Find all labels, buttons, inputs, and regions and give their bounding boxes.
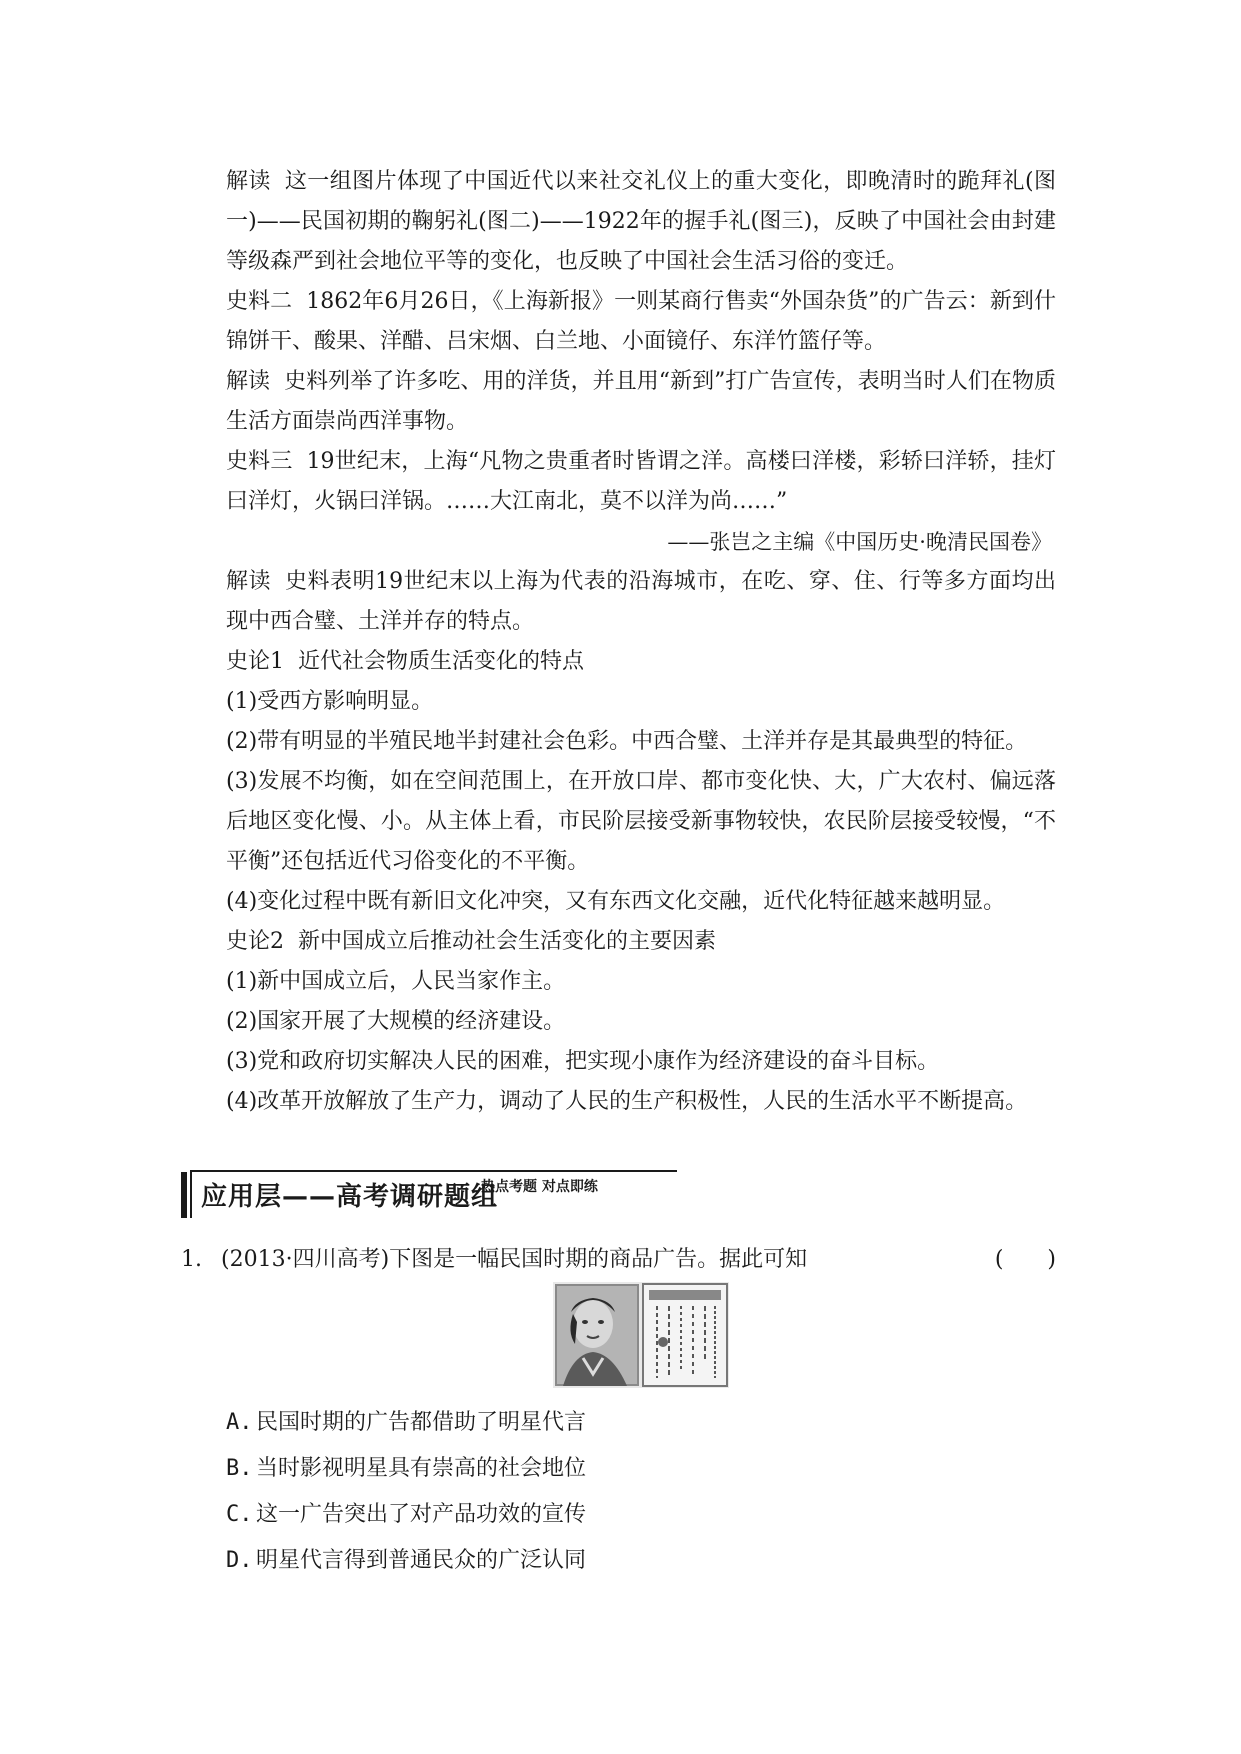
thesis-label: 史论1 — [226, 649, 284, 674]
thesis-2-heading — [226, 922, 1056, 962]
paragraph-label: 解读 — [226, 369, 271, 394]
paragraph-label: 史料二 — [226, 289, 293, 314]
option-text: 当时影视明星具有崇高的社会地位 — [256, 1456, 587, 1481]
option-key: D. — [226, 1548, 253, 1573]
option-d[interactable] — [226, 1538, 926, 1584]
answer-blank: ( ) — [994, 1247, 1056, 1272]
thesis-2-item: (3)党和政府切实解决人民的困难，把实现小康作为经济建设的奋斗目标。 — [226, 1049, 940, 1074]
thesis-1-item: (1)受西方影响明显。 — [226, 689, 434, 714]
question-text: (2013·四川高考)下图是一幅民国时期的商品广告。据此可知 — [221, 1247, 808, 1272]
citation: ——张岂之主编《中国历史·晚清民国卷》 — [667, 530, 1052, 554]
main-text — [226, 162, 1056, 1122]
option-text: 这一广告突出了对产品功效的宣传 — [256, 1502, 587, 1527]
option-b[interactable] — [226, 1446, 926, 1492]
paragraph-label: 史料三 — [226, 449, 293, 474]
thesis-2-item: (1)新中国成立后，人民当家作主。 — [226, 969, 566, 994]
answer-options — [226, 1400, 926, 1584]
thesis-2-item: (4)改革开放解放了生产力，调动了人民的生产积极性，人民的生活水平不断提高。 — [226, 1089, 1028, 1114]
section-marker-thin — [190, 1172, 192, 1218]
question-1 — [181, 1240, 1056, 1280]
thesis-1-heading — [226, 642, 1056, 682]
question-stem — [181, 1240, 1056, 1280]
thesis-1-item: (3)发展不均衡，如在空间范围上，在开放口岸、都市变化快、大，广大农村、偏远落后地区变化慢、小。从主体上看，市民阶层接受新事物较快，农民阶层接受较慢，“不平衡”还包括近代习俗变化的不平衡。 — [226, 769, 1056, 874]
option-text: 明星代言得到普通民众的广泛认同 — [256, 1548, 587, 1573]
section-title: 应用层——高考调研题组 — [201, 1182, 499, 1212]
paragraph-interpretation-3 — [226, 562, 1056, 642]
paragraph-label: 解读 — [226, 169, 271, 194]
section-subtitle: 热点考题 对点即练 — [481, 1179, 598, 1195]
paragraph-text: 史料列举了许多吃、用的洋货，并且用“新到”打广告宣传，表明当时人们在物质生活方面崇尚西洋事物。 — [226, 369, 1056, 434]
section-marker — [181, 1172, 187, 1218]
paragraph-source-3 — [226, 442, 1056, 522]
paragraph-text: 1862年6月26日，《上海新报》一则某商行售卖“外国杂货”的广告云：新到什锦饼干、酸果、洋醋、吕宋烟、白兰地、小面镜仔、东洋竹篮仔等。 — [226, 289, 1056, 354]
question-number: 1. — [181, 1247, 202, 1272]
option-text: 民国时期的广告都借助了明星代言 — [256, 1410, 587, 1435]
option-key: B. — [226, 1456, 253, 1481]
paragraph-text: 这一组图片体现了中国近代以来社交礼仪上的重大变化，即晚清时的跪拜礼(图一)——民国初期的鞠躬礼(图二)——1922年的握手礼(图三)，反映了中国社会由封建等级森严到社会地位平等的变化，也反映了中国社会生活习俗的变迁。 — [226, 169, 1056, 274]
option-key: A. — [226, 1410, 253, 1435]
paragraph-interpretation-1 — [226, 162, 1056, 282]
paragraph-label: 解读 — [226, 569, 272, 594]
option-a[interactable] — [226, 1400, 926, 1446]
section-header — [181, 1170, 677, 1220]
advertisement-image — [553, 1282, 729, 1388]
thesis-2-item: (2)国家开展了大规模的经济建设。 — [226, 1009, 566, 1034]
thesis-text: 近代社会物质生活变化的特点 — [298, 649, 585, 674]
paragraph-text: 史料表明19世纪末以上海为代表的沿海城市，在吃、穿、住、行等多方面均出现中西合璧、土洋并存的特点。 — [226, 569, 1056, 634]
thesis-text: 新中国成立后推动社会生活变化的主要因素 — [298, 929, 717, 954]
thesis-1-item: (4)变化过程中既有新旧文化冲突，又有东西文化交融，近代化特征越来越明显。 — [226, 889, 1006, 914]
paragraph-text: 19世纪末，上海“凡物之贵重者时皆谓之洋。高楼曰洋楼，彩轿曰洋轿，挂灯曰洋灯，火锅曰洋锅。……大江南北，莫不以洋为尚……” — [226, 449, 1056, 514]
thesis-1-item: (2)带有明显的半殖民地半封建社会色彩。中西合璧、土洋并存是其最典型的特征。 — [226, 729, 1028, 754]
option-c[interactable] — [226, 1492, 926, 1538]
section-rule — [190, 1170, 677, 1172]
paragraph-interpretation-2 — [226, 362, 1056, 442]
thesis-label: 史论2 — [226, 929, 284, 954]
option-key: C. — [226, 1502, 253, 1527]
paragraph-source-2 — [226, 282, 1056, 362]
